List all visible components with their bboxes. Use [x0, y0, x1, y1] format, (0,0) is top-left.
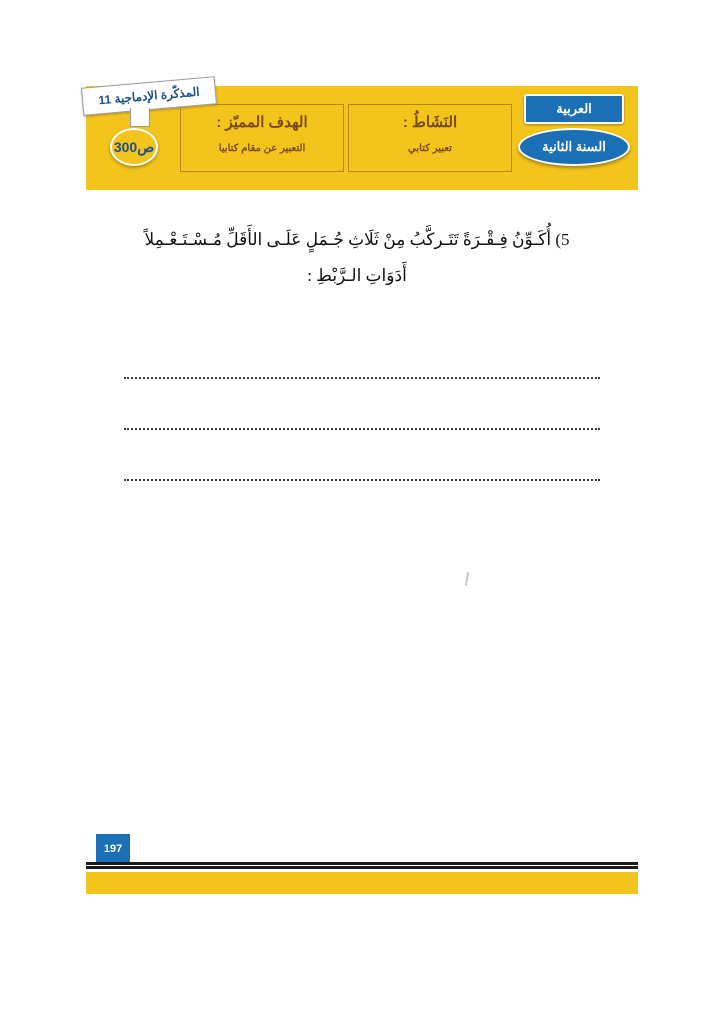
answer-line[interactable]: [124, 328, 600, 379]
footer-bar: [86, 872, 638, 894]
brand-stack: [520, 92, 630, 184]
header-band: [86, 86, 638, 190]
goal-value: التعبير عن مقام كتابيا: [218, 143, 306, 154]
page-ref-bubble: ص300: [110, 128, 158, 166]
ribbon-tail: [130, 108, 150, 127]
answer-lines: [124, 328, 600, 481]
exercise-line-2: أَدَوَاتِ الـرَّبْطِ :: [307, 265, 407, 285]
goal-title: الهدف المميّز :: [216, 114, 308, 131]
goal-box: [180, 104, 344, 172]
pencil-mark: [465, 572, 469, 586]
unit-ribbon: المذكّرة الإدماجية 11: [81, 76, 217, 116]
footer-rule: [86, 862, 638, 865]
exercise-line-1: 5) أُكَـوِّنُ فِـقْـرَةً تَتَـركَّبُ مِنْ ثَلَاثِ جُـمَلٍ عَلَـى الأَقَلِّ مُـسْـتَـعْـمِلاً: [144, 230, 570, 249]
activity-value: تعبير كتابي: [408, 143, 452, 154]
activity-box: [348, 104, 512, 172]
subject-badge: العربية: [524, 94, 624, 124]
page-number-badge: 197: [96, 834, 130, 864]
answer-line[interactable]: [124, 430, 600, 481]
answer-line[interactable]: [124, 379, 600, 430]
activity-title: النَشَاطُ :: [402, 114, 458, 131]
exercise-instruction: [100, 222, 614, 293]
level-badge: السنة الثانية: [518, 128, 630, 166]
